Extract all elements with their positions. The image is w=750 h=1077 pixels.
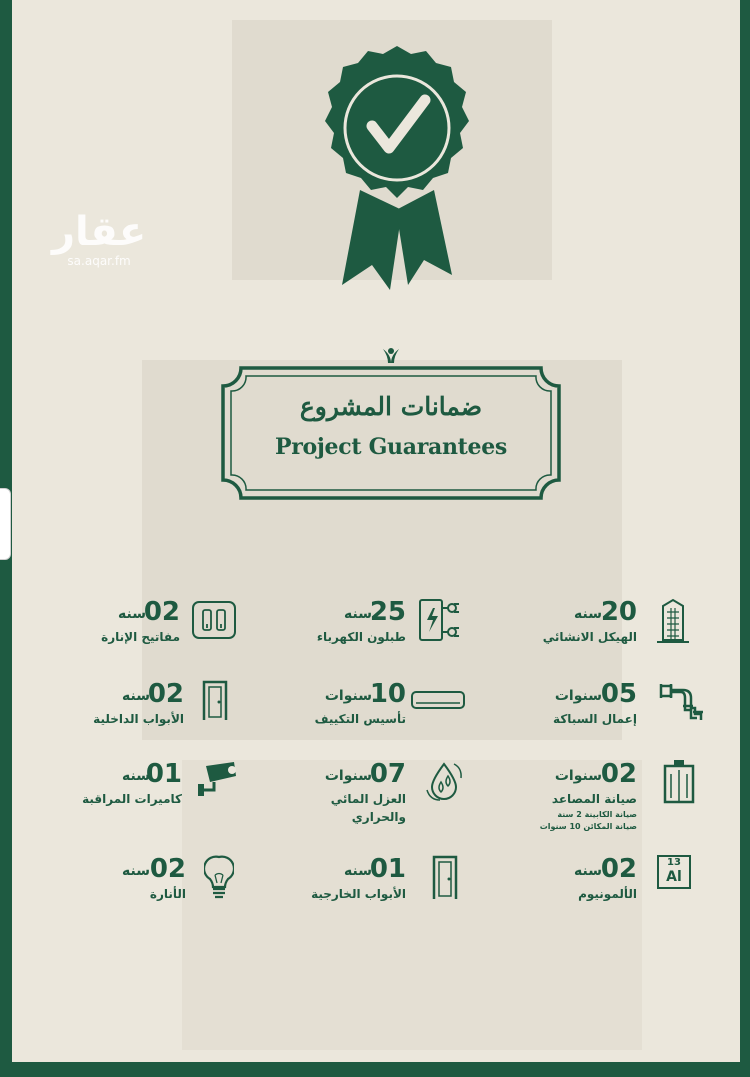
guarantee-item [527,598,717,668]
years-unit: سنه [122,688,150,704]
years-number: 07 [369,759,406,789]
guarantee-item [527,680,717,750]
guarantee-label: الهيكل الانشائي [542,630,637,644]
years-number: 20 [600,597,637,627]
years-number: 25 [369,597,406,627]
light-bulb-icon [204,855,234,903]
years-number: 10 [369,679,406,709]
guarantee-note: صيانة الكابينة 2 سنة [557,810,637,819]
guarantee-item [527,760,717,840]
guarantee-item [292,760,472,840]
aluminum-symbol: Al [666,869,682,885]
guarantee-item [62,760,242,830]
years-unit: سنه [122,863,150,879]
building-icon [655,598,691,644]
guarantee-label-line2: والحراري [351,810,406,824]
years-unit: سنه [118,606,146,622]
electrical-panel-icon [416,598,460,644]
years-number: 02 [147,679,184,709]
years-unit: سنه [344,863,372,879]
years-unit: سنوات [554,768,602,784]
elevator-icon [663,760,695,804]
guarantee-item [62,680,242,750]
aluminum-atomic-number: 13 [667,857,681,868]
poster [12,0,740,1062]
guarantee-item [527,855,717,925]
guarantee-badge-icon [312,40,482,300]
guarantee-label: إعمال السباكة [553,712,637,726]
light-switch-icon [191,600,237,640]
side-scroll-tab[interactable] [0,488,11,560]
years-number: 01 [145,759,182,789]
guarantee-label: الألمونيوم [578,887,637,901]
years-unit: سنوات [324,768,372,784]
guarantee-label: صيانة المصاعد [551,792,637,806]
years-number: 02 [143,597,180,627]
guarantee-label: كاميرات المراقبة [82,792,182,806]
aluminum-element-icon [657,855,691,889]
plumbing-pipe-icon [657,680,709,724]
guarantee-item [292,598,472,668]
guarantee-label: تأسيس التكييف [314,712,406,726]
guarantee-label: الأبواب الداخلية [93,712,184,726]
security-camera-icon [196,760,240,798]
guarantee-label: الأنارة [149,887,186,901]
years-unit: سنه [574,606,602,622]
years-number: 02 [600,759,637,789]
water-drop-icon [424,760,464,802]
watermark [52,209,147,268]
years-number: 02 [600,854,637,884]
title-frame [217,343,565,503]
guarantee-note: صيانة المكائن 10 سنوات [539,822,637,831]
exterior-door-icon [430,855,460,901]
years-unit: سنه [122,768,150,784]
watermark-logo: عقار [52,209,147,255]
years-number: 05 [600,679,637,709]
years-unit: سنوات [324,688,372,704]
guarantee-item [62,855,242,925]
guarantee-item [292,680,472,750]
guarantee-label: الأبواب الخارجية [311,887,406,901]
guarantee-item [62,598,242,668]
years-unit: سنوات [554,688,602,704]
years-unit: سنه [574,863,602,879]
years-number: 02 [149,854,186,884]
guarantee-item [292,855,472,925]
air-conditioner-icon [410,690,466,712]
title-arabic: ضمانات المشروع [299,392,483,421]
guarantee-label: مفاتيح الإنارة [101,630,180,644]
guarantee-label: طبلون الكهرباء [316,630,406,644]
guarantee-label: العزل المائي [330,792,406,806]
years-number: 01 [369,854,406,884]
title-english: Project Guarantees [274,434,507,460]
interior-door-icon [200,680,230,722]
watermark-url: sa.aqar.fm [67,254,131,268]
years-unit: سنه [344,606,372,622]
